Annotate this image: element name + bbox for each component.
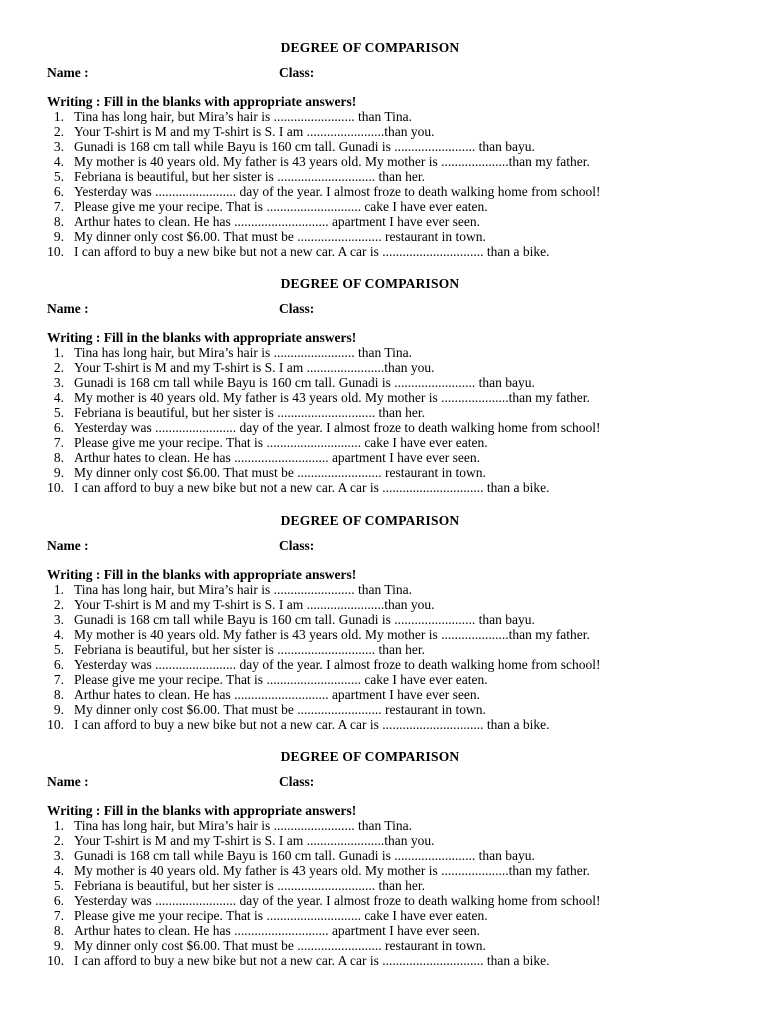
question-number: 3. bbox=[53, 139, 64, 154]
question-number: 1. bbox=[53, 109, 64, 124]
question-text: I can afford to buy a new bike but not a new car. A car is .............................. than a bike. bbox=[74, 480, 550, 495]
instruction-text: Writing : Fill in the blanks with appropriate answers! bbox=[47, 567, 357, 582]
question-text: Arthur hates to clean. He has ............................ apartment I have ever seen. bbox=[74, 687, 480, 702]
worksheet-title: DEGREE OF COMPARISON bbox=[280, 513, 460, 528]
question-number: 7. bbox=[53, 199, 64, 214]
question-text: I can afford to buy a new bike but not a new car. A car is .............................. than a bike. bbox=[74, 717, 550, 732]
question-number: 6. bbox=[53, 184, 64, 199]
question-number: 5. bbox=[53, 169, 64, 184]
class-label: Class: bbox=[279, 774, 315, 789]
question-text: Tina has long hair, but Mira’s hair is ........................ than Tina. bbox=[74, 109, 412, 124]
name-label: Name : bbox=[47, 301, 89, 316]
question-text: Arthur hates to clean. He has ............................ apartment I have ever seen. bbox=[74, 214, 480, 229]
question-number: 5. bbox=[53, 642, 64, 657]
worksheet-3 bbox=[0, 513, 768, 749]
question-number: 8. bbox=[53, 214, 64, 229]
worksheet-2 bbox=[0, 276, 768, 512]
question-text: Gunadi is 168 cm tall while Bayu is 160 cm tall. Gunadi is ........................ than bayu. bbox=[74, 139, 535, 154]
question-text: My dinner only cost $6.00. That must be ......................... restaurant in town. bbox=[74, 229, 486, 244]
question-number: 3. bbox=[53, 848, 64, 863]
question-number: 9. bbox=[53, 702, 64, 717]
question-number: 7. bbox=[53, 672, 64, 687]
question-number: 10. bbox=[47, 953, 64, 968]
question-number: 4. bbox=[53, 154, 64, 169]
question-number: 8. bbox=[53, 450, 64, 465]
instruction-text: Writing : Fill in the blanks with appropriate answers! bbox=[47, 94, 357, 109]
question-text: Please give me your recipe. That is ............................ cake I have ever eaten. bbox=[74, 672, 488, 687]
question-number: 9. bbox=[53, 465, 64, 480]
question-number: 10. bbox=[47, 244, 64, 259]
worksheet-title: DEGREE OF COMPARISON bbox=[280, 276, 460, 291]
question-text: Your T-shirt is M and my T-shirt is S. I am .......................than you. bbox=[74, 597, 435, 612]
class-label: Class: bbox=[279, 301, 315, 316]
question-text: My mother is 40 years old. My father is 43 years old. My mother is ....................than my father. bbox=[74, 627, 590, 642]
name-label: Name : bbox=[47, 65, 89, 80]
instruction-text: Writing : Fill in the blanks with appropriate answers! bbox=[47, 803, 357, 818]
question-number: 2. bbox=[53, 124, 64, 139]
question-number: 3. bbox=[53, 612, 64, 627]
question-number: 8. bbox=[53, 923, 64, 938]
name-label: Name : bbox=[47, 538, 89, 553]
question-text: Gunadi is 168 cm tall while Bayu is 160 cm tall. Gunadi is ........................ than bayu. bbox=[74, 375, 535, 390]
question-number: 2. bbox=[53, 360, 64, 375]
question-text: My mother is 40 years old. My father is 43 years old. My mother is ....................than my father. bbox=[74, 390, 590, 405]
question-text: Tina has long hair, but Mira’s hair is ........................ than Tina. bbox=[74, 582, 412, 597]
question-number: 9. bbox=[53, 938, 64, 953]
question-text: Yesterday was ........................ day of the year. I almost froze to death walking home from school! bbox=[74, 184, 601, 199]
question-text: Febriana is beautiful, but her sister is ............................. than her. bbox=[74, 878, 425, 893]
class-label: Class: bbox=[279, 538, 315, 553]
question-text: Tina has long hair, but Mira’s hair is ........................ than Tina. bbox=[74, 345, 412, 360]
question-text: I can afford to buy a new bike but not a new car. A car is .............................. than a bike. bbox=[74, 953, 550, 968]
question-text: Febriana is beautiful, but her sister is ............................. than her. bbox=[74, 169, 425, 184]
question-text: My dinner only cost $6.00. That must be ......................... restaurant in town. bbox=[74, 938, 486, 953]
question-text: My mother is 40 years old. My father is 43 years old. My mother is ....................than my father. bbox=[74, 154, 590, 169]
question-number: 6. bbox=[53, 420, 64, 435]
question-text: Yesterday was ........................ day of the year. I almost froze to death walking home from school! bbox=[74, 657, 601, 672]
question-number: 8. bbox=[53, 687, 64, 702]
question-number: 10. bbox=[47, 717, 64, 732]
question-number: 2. bbox=[53, 597, 64, 612]
worksheet-1 bbox=[0, 40, 768, 276]
question-number: 10. bbox=[47, 480, 64, 495]
question-text: Arthur hates to clean. He has ............................ apartment I have ever seen. bbox=[74, 923, 480, 938]
question-text: Gunadi is 168 cm tall while Bayu is 160 cm tall. Gunadi is ........................ than bayu. bbox=[74, 848, 535, 863]
question-text: Tina has long hair, but Mira’s hair is ........................ than Tina. bbox=[74, 818, 412, 833]
question-text: Febriana is beautiful, but her sister is ............................. than her. bbox=[74, 405, 425, 420]
question-number: 1. bbox=[53, 582, 64, 597]
question-text: My dinner only cost $6.00. That must be ......................... restaurant in town. bbox=[74, 465, 486, 480]
worksheet-title: DEGREE OF COMPARISON bbox=[280, 40, 460, 55]
question-number: 2. bbox=[53, 833, 64, 848]
question-text: Gunadi is 168 cm tall while Bayu is 160 cm tall. Gunadi is ........................ than bayu. bbox=[74, 612, 535, 627]
question-number: 4. bbox=[53, 627, 64, 642]
class-label: Class: bbox=[279, 65, 315, 80]
worksheet-title: DEGREE OF COMPARISON bbox=[280, 749, 460, 764]
question-text: Your T-shirt is M and my T-shirt is S. I am .......................than you. bbox=[74, 124, 435, 139]
question-number: 5. bbox=[53, 405, 64, 420]
question-number: 9. bbox=[53, 229, 64, 244]
question-number: 1. bbox=[53, 345, 64, 360]
question-number: 6. bbox=[53, 657, 64, 672]
question-text: Arthur hates to clean. He has ............................ apartment I have ever seen. bbox=[74, 450, 480, 465]
question-number: 5. bbox=[53, 878, 64, 893]
worksheet-4 bbox=[0, 749, 768, 985]
question-text: Your T-shirt is M and my T-shirt is S. I am .......................than you. bbox=[74, 833, 435, 848]
question-number: 6. bbox=[53, 893, 64, 908]
instruction-text: Writing : Fill in the blanks with appropriate answers! bbox=[47, 330, 357, 345]
question-number: 7. bbox=[53, 435, 64, 450]
question-text: Yesterday was ........................ day of the year. I almost froze to death walking home from school! bbox=[74, 420, 601, 435]
question-text: Please give me your recipe. That is ............................ cake I have ever eaten. bbox=[74, 908, 488, 923]
question-number: 1. bbox=[53, 818, 64, 833]
question-text: Please give me your recipe. That is ............................ cake I have ever eaten. bbox=[74, 199, 488, 214]
question-number: 4. bbox=[53, 863, 64, 878]
name-label: Name : bbox=[47, 774, 89, 789]
question-text: My mother is 40 years old. My father is 43 years old. My mother is ....................than my father. bbox=[74, 863, 590, 878]
question-number: 3. bbox=[53, 375, 64, 390]
question-number: 4. bbox=[53, 390, 64, 405]
question-text: My dinner only cost $6.00. That must be ......................... restaurant in town. bbox=[74, 702, 486, 717]
question-number: 7. bbox=[53, 908, 64, 923]
question-text: Yesterday was ........................ day of the year. I almost froze to death walking home from school! bbox=[74, 893, 601, 908]
question-text: Febriana is beautiful, but her sister is ............................. than her. bbox=[74, 642, 425, 657]
question-text: Please give me your recipe. That is ............................ cake I have ever eaten. bbox=[74, 435, 488, 450]
question-text: Your T-shirt is M and my T-shirt is S. I am .......................than you. bbox=[74, 360, 435, 375]
question-text: I can afford to buy a new bike but not a new car. A car is .............................. than a bike. bbox=[74, 244, 550, 259]
